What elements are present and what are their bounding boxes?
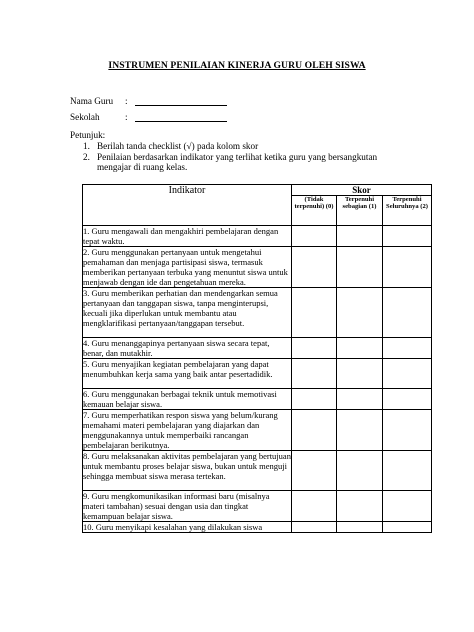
step-number: 1. bbox=[83, 141, 90, 151]
score-col-header-2: Terpenuhi Seluruhnya (2) bbox=[383, 196, 432, 226]
score-cell-2[interactable] bbox=[383, 522, 432, 533]
table-row bbox=[83, 226, 432, 247]
table-row bbox=[83, 338, 432, 359]
score-cell-0[interactable] bbox=[292, 226, 337, 247]
score-cell-2[interactable] bbox=[383, 491, 432, 522]
field-colon: : bbox=[125, 96, 128, 106]
score-cell-1[interactable] bbox=[337, 522, 383, 533]
score-cell-2[interactable] bbox=[383, 226, 432, 247]
indikator-header: Indikator bbox=[83, 185, 292, 226]
score-cell-0[interactable] bbox=[292, 410, 337, 451]
indicator-text: 6. Guru menggunakan berbagai teknik untuk memotivasi kemauan belajar siswa. bbox=[83, 389, 292, 410]
petunjuk-step bbox=[83, 141, 413, 152]
indicator-text: 10. Guru menyikapi kesalahan yang dilakukan siswa bbox=[83, 522, 292, 533]
score-cell-1[interactable] bbox=[337, 451, 383, 491]
score-col-header-0: (Tidak terpenuhi) (0) bbox=[292, 196, 337, 226]
table-row bbox=[83, 522, 432, 533]
indicator-text: 5. Guru menyajikan kegiatan pembelajaran yang dapat menumbuhkan kerja sama yang baik antar pesertadidik. bbox=[83, 359, 292, 389]
score-cell-2[interactable] bbox=[383, 389, 432, 410]
table-row bbox=[83, 491, 432, 522]
score-cell-0[interactable] bbox=[292, 451, 337, 491]
sekolah-blank-line[interactable] bbox=[135, 112, 227, 122]
field-nama-guru bbox=[70, 96, 227, 106]
step-text: Penilaian berdasarkan indikator yang terlihat ketika guru yang bersangkutan mengajar di ruang kelas. bbox=[97, 151, 378, 172]
field-colon: : bbox=[125, 112, 128, 122]
table-row bbox=[83, 247, 432, 288]
indicator-text: 2. Guru menggunakan pertanyaan untuk mengetahui pemahaman dan menjaga partisipasi siswa, termasuk memberikan pertanyaan terbuka yang menuntut siswa untuk menjawab dengan ide dan pengetahuan mereka. bbox=[83, 247, 292, 288]
score-cell-2[interactable] bbox=[383, 288, 432, 338]
score-cell-1[interactable] bbox=[337, 491, 383, 522]
petunjuk-heading: Petunjuk: bbox=[70, 130, 106, 140]
score-cell-1[interactable] bbox=[337, 226, 383, 247]
score-cell-2[interactable] bbox=[383, 410, 432, 451]
document-title: INSTRUMEN PENILAIAN KINERJA GURU OLEH SISWA bbox=[108, 60, 366, 71]
score-cell-0[interactable] bbox=[292, 491, 337, 522]
score-cell-1[interactable] bbox=[337, 410, 383, 451]
indicator-text: 8. Guru melaksanakan aktivitas pembelajaran yang bertujuan untuk membantu proses belajar siswa, bukan untuk menguji sehingga membuat siswa merasa tertekan. bbox=[83, 451, 292, 491]
skor-header: Skor bbox=[292, 185, 432, 196]
field-sekolah bbox=[70, 112, 227, 122]
table-row bbox=[83, 389, 432, 410]
score-cell-0[interactable] bbox=[292, 288, 337, 338]
score-cell-1[interactable] bbox=[337, 338, 383, 359]
score-cell-1[interactable] bbox=[337, 359, 383, 389]
indicator-text: 3. Guru memberikan perhatian dan mendengarkan semua pertanyaan dan tanggapan siswa, tanpa menginterupsi, kecuali jika diperlukan untuk membantu atau mengklarifikasi pertanyaan/tanggapan tersebut. bbox=[83, 288, 292, 338]
table-row bbox=[83, 359, 432, 389]
score-cell-0[interactable] bbox=[292, 247, 337, 288]
score-cell-2[interactable] bbox=[383, 359, 432, 389]
nama-guru-blank-line[interactable] bbox=[135, 96, 227, 106]
petunjuk-step bbox=[83, 152, 413, 173]
score-cell-1[interactable] bbox=[337, 247, 383, 288]
score-cell-1[interactable] bbox=[337, 389, 383, 410]
table-row bbox=[83, 451, 432, 491]
indicator-text: 9. Guru mengkomunikasikan informasi baru (misalnya materi tambahan) sesuai dengan usia dan tingkat kemampuan belajar siswa. bbox=[83, 491, 292, 522]
table-row bbox=[83, 288, 432, 338]
step-text: Berilah tanda checklist (√) pada kolom skor bbox=[97, 141, 259, 151]
assessment-table bbox=[82, 184, 432, 533]
score-cell-2[interactable] bbox=[383, 338, 432, 359]
score-cell-0[interactable] bbox=[292, 338, 337, 359]
score-cell-0[interactable] bbox=[292, 522, 337, 533]
field-label: Sekolah bbox=[70, 112, 100, 122]
score-cell-2[interactable] bbox=[383, 451, 432, 491]
score-cell-0[interactable] bbox=[292, 359, 337, 389]
field-label: Nama Guru bbox=[70, 96, 114, 106]
score-cell-1[interactable] bbox=[337, 288, 383, 338]
indicator-text: 1. Guru mengawali dan mengakhiri pembelajaran dengan tepat waktu. bbox=[83, 226, 292, 247]
step-number: 2. bbox=[83, 151, 90, 162]
score-col-header-1: Terpenuhi sebagian (1) bbox=[337, 196, 383, 226]
score-cell-2[interactable] bbox=[383, 247, 432, 288]
petunjuk-steps bbox=[83, 141, 413, 173]
indicator-text: 7. Guru memperhatikan respon siswa yang belum/kurang memahami materi pembelajaran yang diajarkan dan menggunakannya untuk memperbaiki rancangan pembelajaran berikutnya. bbox=[83, 410, 292, 451]
indicator-text: 4. Guru menanggapinya pertanyaan siswa secara tepat, benar, dan mutakhir. bbox=[83, 338, 292, 359]
score-cell-0[interactable] bbox=[292, 389, 337, 410]
table-row bbox=[83, 410, 432, 451]
